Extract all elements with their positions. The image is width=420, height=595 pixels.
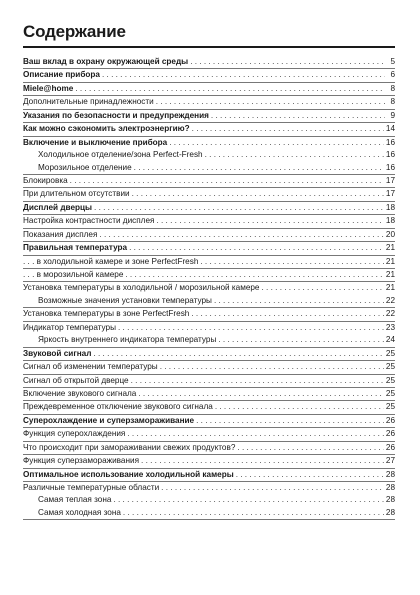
toc-group [23, 322, 395, 348]
toc-entry-label: Преждевременное отключение звукового сигнала [23, 402, 213, 412]
toc-entry-page-number: 26 [385, 442, 395, 452]
toc-entry-page-number: 20 [385, 229, 395, 239]
toc-entry[interactable] [23, 256, 395, 268]
toc-entry-label: Что происходит при замораживании свежих продуктов? [23, 442, 236, 452]
toc-entry[interactable] [23, 388, 395, 400]
toc-entry-label: Самая теплая зона [38, 495, 112, 505]
toc-group [23, 69, 395, 82]
toc-entry-label: Настройка контрастности дисплея [23, 216, 155, 226]
toc-entry-page-number: 28 [385, 495, 395, 505]
toc-entry-page-number: 6 [390, 70, 395, 80]
toc-group [23, 428, 395, 441]
toc-entry[interactable] [23, 215, 395, 227]
toc-entry-page-number: 9 [390, 110, 395, 120]
toc-entry-page-number: 26 [385, 429, 395, 439]
toc-entry-page-number: 22 [385, 309, 395, 319]
toc-entry-page-number: 25 [385, 348, 395, 358]
toc-leader-dots [131, 375, 384, 387]
toc-entry-label: При длительном отсутствии [23, 189, 130, 199]
toc-group [23, 215, 395, 228]
toc-group [23, 83, 395, 96]
toc-entry[interactable] [23, 361, 395, 373]
toc-entry[interactable] [23, 494, 395, 506]
toc-entry[interactable] [23, 482, 395, 494]
toc-entry[interactable] [23, 295, 395, 307]
toc-entry[interactable] [23, 175, 395, 187]
toc-entry-label: Дисплей дверцы [23, 202, 93, 212]
toc-entry-page-number: 22 [385, 295, 395, 305]
toc-leader-dots [113, 494, 383, 506]
toc-entry[interactable] [23, 110, 395, 122]
toc-entry-label: Индикатор температуры [23, 322, 116, 332]
toc-entry-label: Показания дисплея [23, 229, 98, 239]
toc-entry-page-number: 14 [385, 124, 395, 134]
toc-entry-label: Блокировка [23, 175, 68, 185]
toc-entry[interactable] [23, 83, 395, 95]
toc-group [23, 282, 395, 308]
toc-leader-dots [218, 334, 384, 346]
toc-entry[interactable] [23, 469, 395, 481]
toc-entry-label: . . . в морозильной камере [23, 270, 124, 279]
toc-group [23, 110, 395, 123]
toc-leader-dots [125, 269, 384, 281]
toc-group [23, 188, 395, 201]
toc-group [23, 269, 395, 282]
toc-entry-page-number: 16 [385, 150, 395, 160]
toc-entry-label: Установка температуры в зоне PerfectFresh [23, 309, 190, 319]
toc-leader-dots [118, 322, 384, 334]
toc-group [23, 96, 395, 109]
toc-group [23, 308, 395, 321]
toc-entry-page-number: 21 [385, 243, 395, 253]
toc-entry-label: Функция суперзамораживания [23, 456, 140, 466]
toc-leader-dots [132, 188, 384, 200]
toc-entry-page-number: 28 [385, 469, 395, 479]
toc-entry-page-number: 17 [385, 189, 395, 199]
toc-leader-dots [200, 256, 384, 268]
toc-entry-label: Указания по безопасности и предупреждения [23, 110, 209, 120]
toc-leader-dots [134, 162, 384, 174]
toc-entry-label: Оптимальное использование холодильной камеры [23, 469, 234, 479]
toc-entry[interactable] [23, 322, 395, 334]
toc-entry-page-number: 25 [385, 402, 395, 412]
toc-entry-label: Описание прибора [23, 70, 100, 80]
toc-leader-dots [160, 361, 384, 373]
toc-entry-label: Морозильное отделение [38, 162, 132, 172]
toc-entry-label: Включение и выключение прибора [23, 137, 168, 147]
toc-leader-dots [129, 242, 384, 254]
toc-entry-label: Правильная температура [23, 243, 128, 253]
toc-leader-dots [94, 202, 384, 214]
toc-leader-dots [215, 401, 384, 413]
toc-leader-dots [75, 83, 385, 95]
toc-group [23, 123, 395, 136]
toc-entry[interactable] [23, 308, 395, 320]
page-title: Содержание [23, 22, 126, 41]
toc-entry-page-number: 24 [385, 335, 395, 345]
toc-entry[interactable] [23, 334, 395, 346]
toc-entry[interactable] [23, 202, 395, 214]
toc-entry-label: Возможные значения установки температуры [38, 295, 212, 305]
page-header [23, 22, 395, 48]
toc-group [23, 469, 395, 482]
toc-entry-page-number: 8 [390, 83, 395, 93]
toc-leader-dots [169, 137, 384, 149]
toc-entry-page-number: 18 [385, 202, 395, 212]
toc-entry-page-number: 21 [385, 270, 395, 279]
toc-leader-dots [205, 149, 384, 161]
toc-entry-page-number: 25 [385, 375, 395, 385]
toc-entry-label: . . . в холодильной камере и зоне PerfectFresh [23, 256, 199, 266]
toc-entry-page-number: 25 [385, 388, 395, 398]
toc-entry-page-number: 25 [385, 362, 395, 372]
toc-entry-page-number: 16 [385, 162, 395, 172]
toc-entry[interactable] [23, 348, 395, 360]
toc-group [23, 137, 395, 175]
toc-entry[interactable] [23, 269, 395, 281]
toc-leader-dots [161, 482, 384, 494]
toc-entry-label: Дополнительные принадлежности [23, 97, 154, 107]
toc-entry[interactable] [23, 455, 395, 467]
toc-entry-page-number: 8 [390, 97, 395, 107]
toc-group [23, 202, 395, 215]
toc-group [23, 442, 395, 455]
toc-leader-dots [93, 348, 383, 360]
toc-entry-label: Различные температурные области [23, 483, 160, 492]
toc-entry[interactable] [23, 137, 395, 149]
toc-group [23, 229, 395, 242]
toc-leader-dots [214, 295, 384, 307]
toc-group [23, 56, 395, 69]
toc-entry-page-number: 21 [385, 256, 395, 266]
toc-entry[interactable] [23, 149, 395, 161]
toc-leader-dots [192, 123, 384, 135]
toc-leader-dots [211, 110, 385, 122]
toc-entry[interactable] [23, 507, 395, 519]
toc-entry-page-number: 27 [385, 456, 395, 466]
toc-leader-dots [236, 469, 384, 481]
toc-entry-label: Функция суперохлаждения [23, 429, 126, 439]
toc-leader-dots [156, 96, 385, 108]
toc-entry-label: Самая холодная зона [38, 507, 121, 517]
toc-entry[interactable] [23, 428, 395, 440]
toc-group [23, 415, 395, 428]
toc-entry-page-number: 17 [385, 175, 395, 185]
toc-entry-label: Сигнал об изменении температуры [23, 362, 158, 372]
toc-leader-dots [190, 56, 385, 68]
toc-group [23, 375, 395, 388]
toc-entry-page-number: 28 [385, 507, 395, 517]
toc-leader-dots [99, 229, 383, 241]
toc-group [23, 401, 395, 414]
toc-entry-page-number: 18 [385, 216, 395, 226]
toc-leader-dots [237, 442, 384, 454]
toc-leader-dots [70, 175, 384, 187]
toc-entry-page-number: 21 [385, 283, 395, 293]
toc-entry[interactable] [23, 229, 395, 241]
toc-leader-dots [262, 282, 384, 294]
toc-entry[interactable] [23, 415, 395, 427]
toc-entry-page-number: 26 [385, 415, 395, 425]
toc-entry-label: Установка температуры в холодильной / морозильной камере [23, 283, 260, 293]
toc-group [23, 361, 395, 374]
toc-entry-label: Суперохлаждение и суперзамораживание [23, 415, 195, 425]
toc-entry-page-number: 23 [385, 322, 395, 332]
toc-entry-label: Как можно сэкономить электроэнергию? [23, 124, 190, 134]
toc-group [23, 256, 395, 269]
toc-entry-label: Включение звукового сигнала [23, 388, 137, 398]
toc-leader-dots [156, 215, 383, 227]
toc-group [23, 175, 395, 188]
toc-leader-dots [102, 69, 385, 81]
toc-entry-label: Ваш вклад в охрану окружающей среды [23, 57, 189, 66]
toc-entry-label: Холодильное отделение/зона Perfect-Fresh [38, 150, 203, 160]
toc-entry[interactable] [23, 375, 395, 387]
toc-entry[interactable] [23, 69, 395, 81]
toc-entry[interactable] [23, 96, 395, 108]
toc-leader-dots [127, 428, 384, 440]
toc-entry-label: Сигнал об открытой дверце [23, 375, 129, 385]
toc-entry-label: Звуковой сигнал [23, 348, 92, 358]
toc-entry[interactable] [23, 56, 395, 68]
toc-entry[interactable] [23, 123, 395, 135]
toc-leader-dots [123, 507, 384, 519]
toc-group [23, 455, 395, 468]
toc-leader-dots [138, 388, 384, 400]
toc-entry-page-number: 28 [385, 483, 395, 492]
toc-entry[interactable] [23, 188, 395, 200]
toc-entry[interactable] [23, 162, 395, 174]
toc-entry-page-number: 5 [390, 57, 395, 66]
toc-leader-dots [196, 415, 384, 427]
toc-entry[interactable] [23, 282, 395, 294]
table-of-contents [23, 56, 395, 520]
toc-entry[interactable] [23, 401, 395, 413]
toc-entry-page-number: 16 [385, 137, 395, 147]
toc-entry-label: Яркость внутреннего индикатора температуры [38, 335, 217, 345]
toc-leader-dots [191, 308, 384, 320]
toc-group [23, 348, 395, 361]
toc-entry[interactable] [23, 442, 395, 454]
toc-group [23, 242, 395, 255]
toc-entry-label: Miele@home [23, 83, 74, 93]
toc-group [23, 482, 395, 520]
toc-entry[interactable] [23, 242, 395, 254]
toc-leader-dots [141, 455, 384, 467]
toc-group [23, 388, 395, 401]
